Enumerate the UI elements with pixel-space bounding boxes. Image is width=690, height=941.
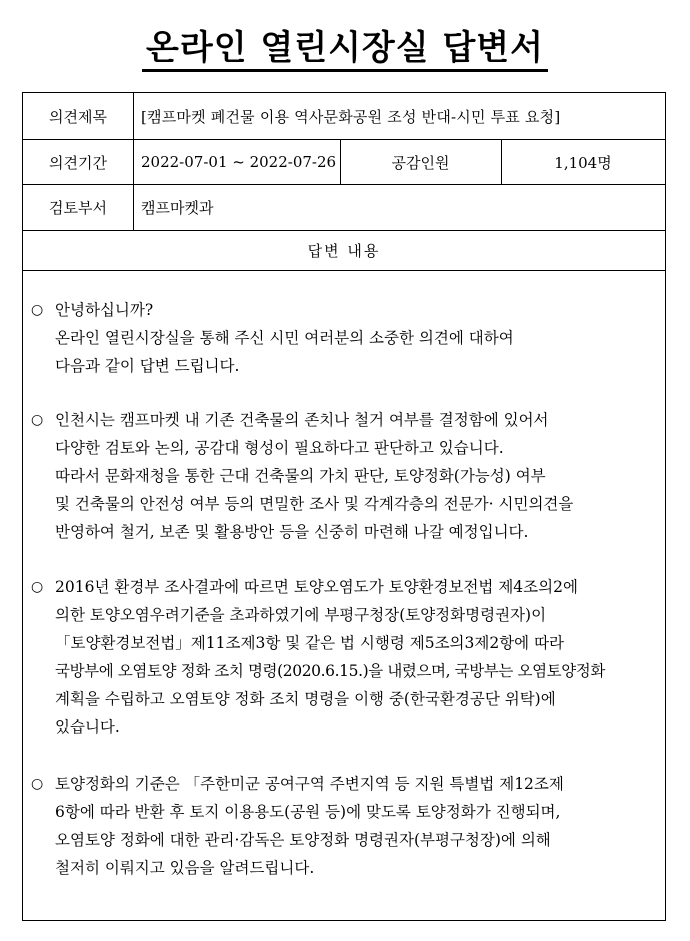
paragraph-line: 계획을 수립하고 오염토양 정화 조치 명령을 이행 중(한국환경공단 위탁)에: [55, 690, 556, 708]
column-divider: [133, 93, 134, 139]
paragraph-line: 2016년 환경부 조사결과에 따르면 토양오염도가 토양환경보전법 제4조의2에: [55, 578, 578, 596]
answer-header-row: [23, 231, 665, 271]
column-divider: [133, 140, 134, 184]
paragraph-line: 다양한 검토와 논의, 공감대 형성이 필요하다고 판단하고 있습니다.: [55, 439, 504, 457]
paragraph-line: 오염토양 정화에 대한 관리·감독은 토양정화 명령권자(부평구청장)에 의해: [55, 831, 551, 849]
department-label: 검토부서: [49, 199, 107, 217]
period-value: 2022-07-01 ~ 2022-07-26: [141, 153, 337, 171]
paragraph-line: 「토양환경보전법」제11조제3항 및 같은 법 시행령 제5조의3제2항에 따라: [55, 634, 565, 652]
bullet-mark: ○: [31, 776, 44, 792]
answer-header: 답변 내용: [307, 242, 381, 260]
paragraph-line: 의한 토양오염우려기준을 초과하였기에 부평구청장(토양정화명령권자)이: [55, 606, 547, 624]
paragraph-line: 6항에 따라 반환 후 토지 이용용도(공원 등)에 맞도록 토양정화가 진행되며,: [55, 803, 561, 821]
column-divider: [133, 185, 134, 230]
paragraph-line: 안녕하십니까?: [55, 301, 154, 319]
answer-paragraph: [23, 297, 665, 380]
paragraph-line: 및 건축물의 안전성 여부 등의 면밀한 조사 및 각계각층의 전문가· 시민의견을: [55, 495, 574, 513]
bullet-mark: ○: [31, 412, 44, 428]
page-title: [0, 26, 690, 70]
answer-form: [22, 92, 666, 921]
paragraph-line: 온라인 열린시장실을 통해 주신 시민 여러분의 소중한 의견에 대하여: [55, 329, 514, 347]
empathy-label: 공감인원: [391, 153, 450, 172]
answer-paragraph: [23, 574, 665, 744]
bullet-mark: ○: [31, 302, 44, 318]
answer-paragraph: [23, 771, 665, 889]
paragraph-line: 토양정화의 기준은 「주한미군 공여구역 주변지역 등 지원 특별법 제12조제: [55, 775, 564, 793]
subject-label: 의견제목: [49, 107, 107, 126]
paragraph-line: 다음과 같이 답변 드립니다.: [55, 357, 240, 375]
page-title-text: 온라인 열린시장실 답변서: [142, 28, 548, 72]
paragraph-line: 국방부에 오염토양 정화 조치 명령(2020.6.15.)을 내렸으며, 국방부는 오염토양정화: [55, 662, 605, 680]
period-row: [23, 140, 665, 185]
answer-paragraph: [23, 407, 665, 547]
paragraph-line: 따라서 문화재청을 통한 근대 건축물의 가치 판단, 토양정화(가능성) 여부: [55, 467, 546, 485]
department-row: [23, 185, 665, 231]
paragraph-line: 인천시는 캠프마켓 내 기존 건축물의 존치나 철거 여부를 결정함에 있어서: [55, 411, 549, 429]
department-value: 캠프마켓과: [141, 199, 214, 217]
bullet-mark: ○: [31, 579, 44, 595]
empathy-value: 1,104명: [554, 153, 612, 172]
period-label: 의견기간: [49, 153, 107, 172]
paragraph-line: 있습니다.: [55, 718, 120, 736]
paragraph-line: 철저히 이뤄지고 있음을 알려드립니다.: [55, 859, 315, 877]
paragraph-line: 반영하여 철거, 보존 및 활용방안 등을 신중히 마련해 나갈 예정입니다.: [55, 523, 529, 541]
subject-row: [23, 93, 665, 140]
subject-value: [캠프마켓 폐건물 이용 역사문화공원 조성 반대-시민 투표 요청]: [141, 107, 561, 126]
